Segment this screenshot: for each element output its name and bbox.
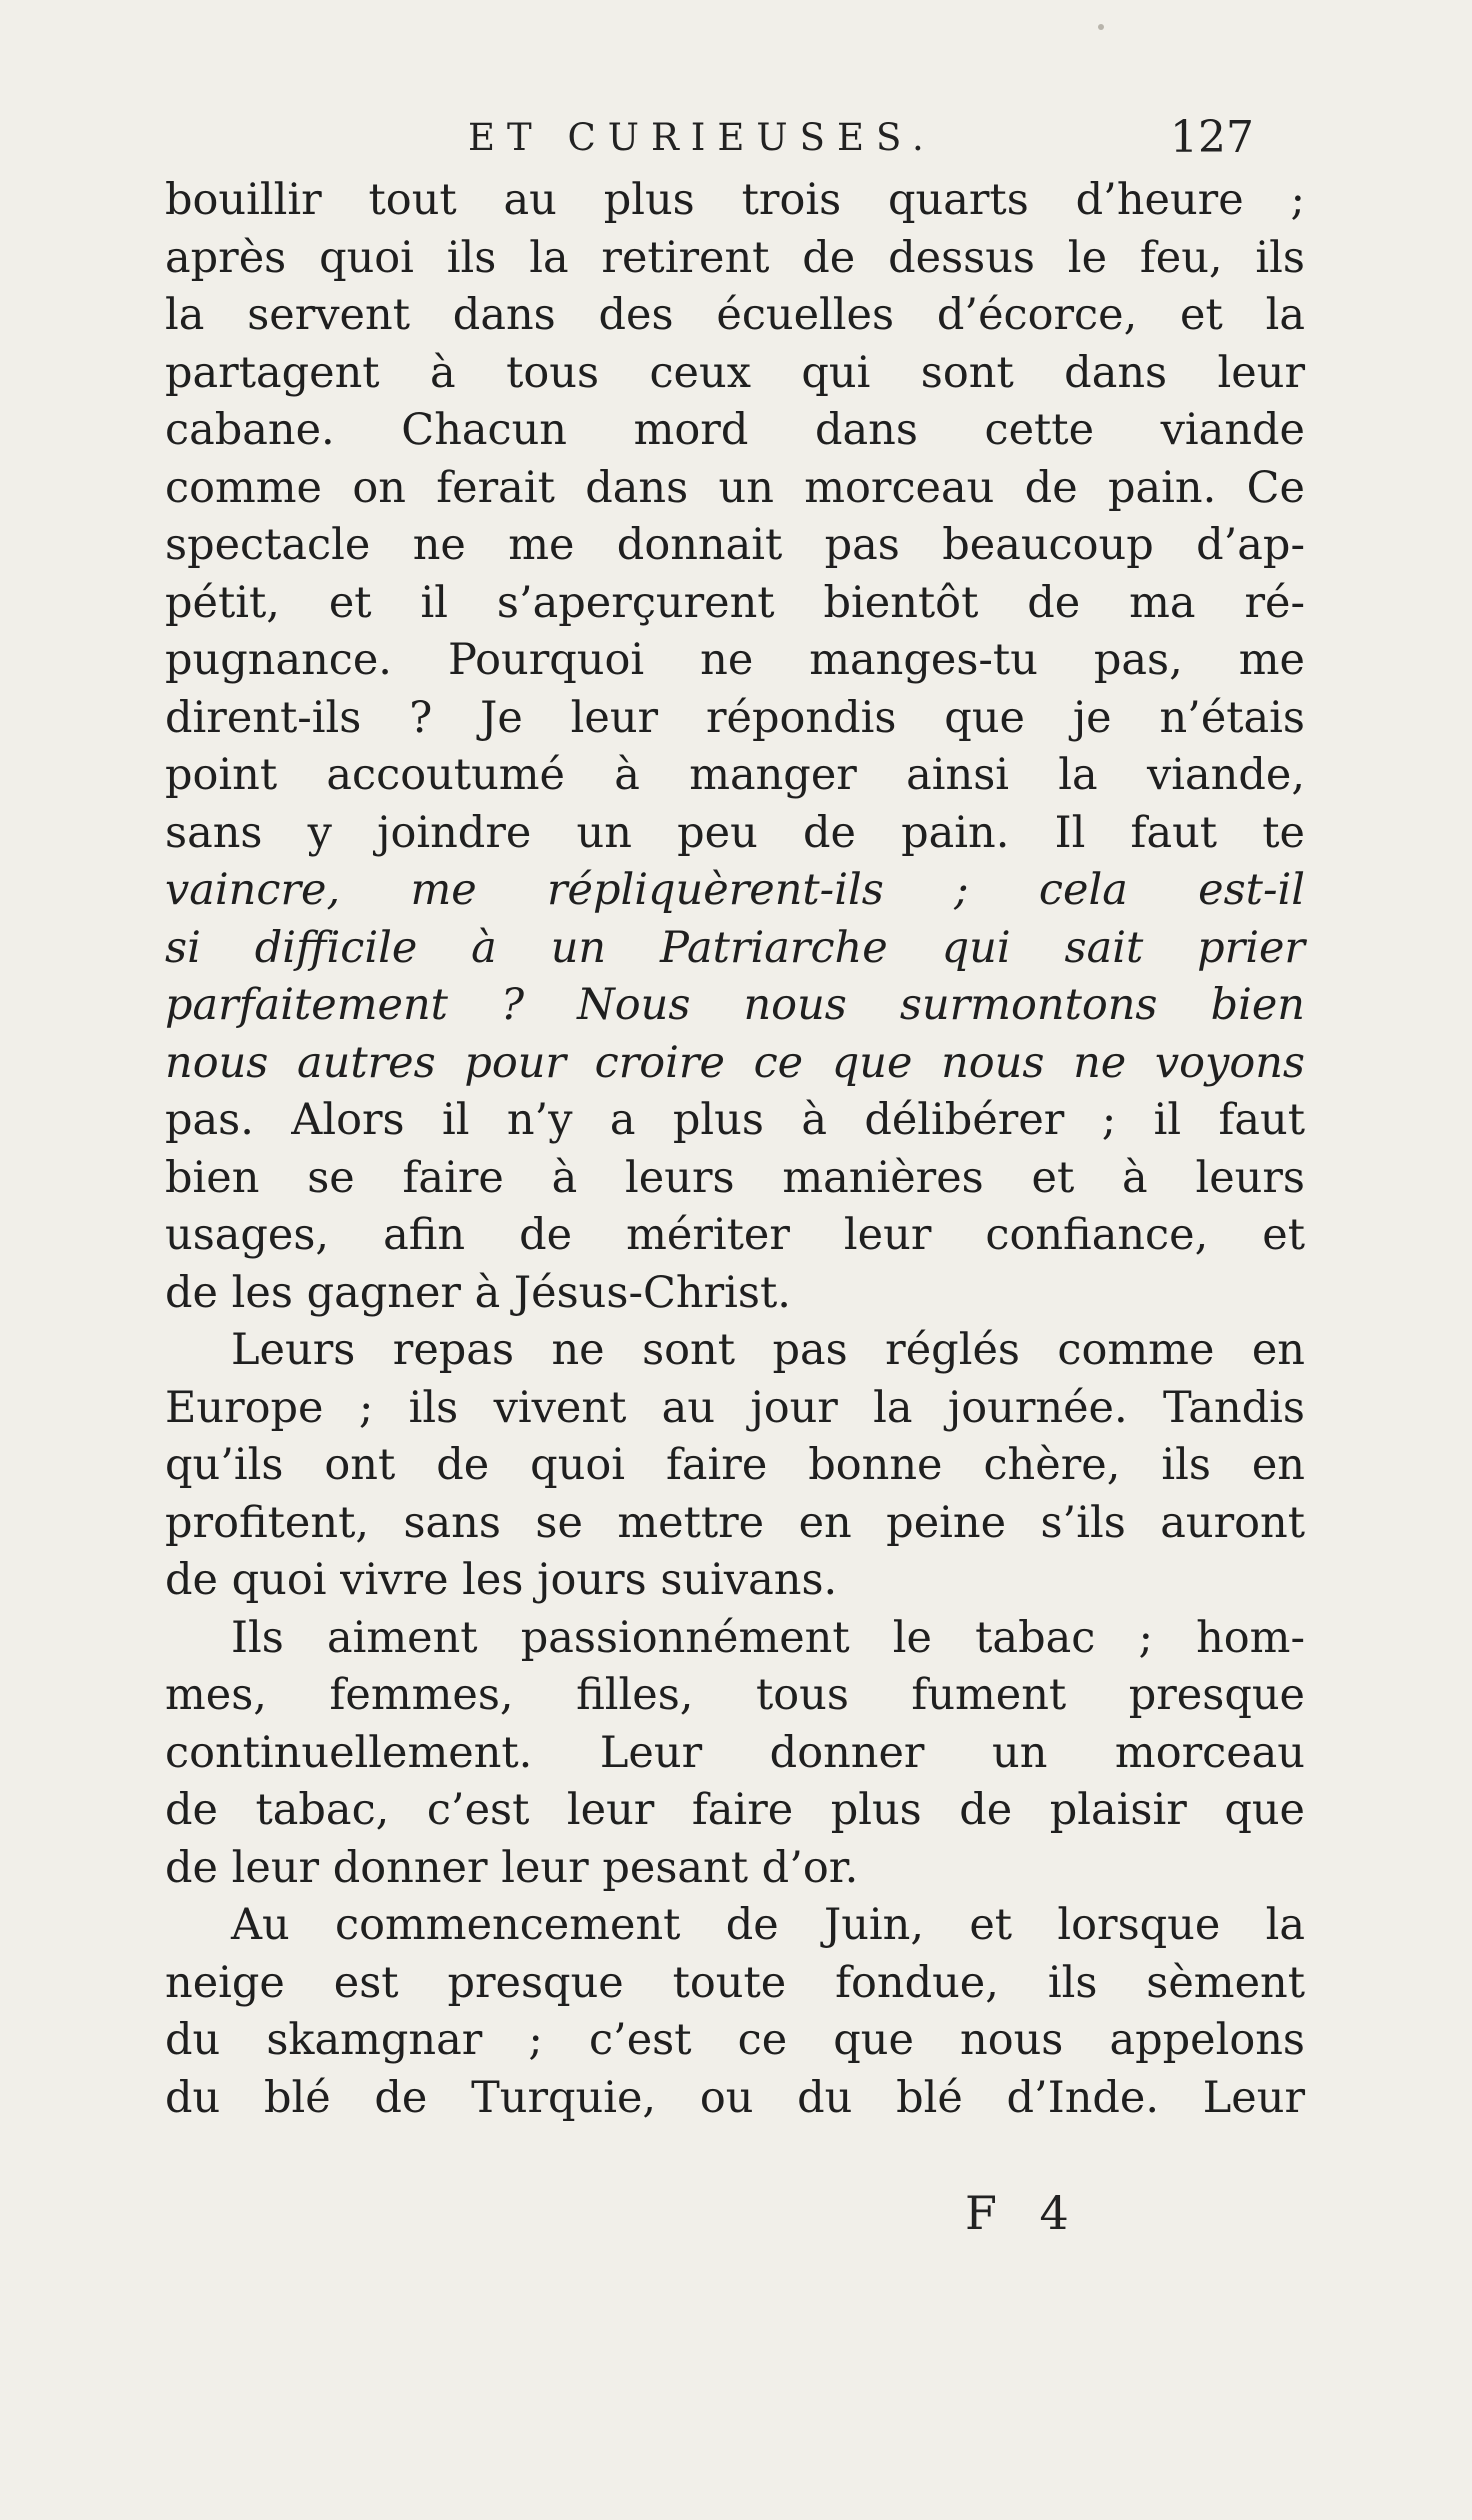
text-line: neige est presque toute fondue, ils sèment [165, 1957, 1305, 2008]
text-line: comme on ferait dans un morceau de pain. Ce [165, 462, 1305, 513]
text-line: de quoi vivre les jours suivans. [165, 1555, 838, 1605]
page-number: 127 [1170, 112, 1254, 163]
text-line: spectacle ne me donnait pas beaucoup d’ap- [165, 520, 1305, 570]
text-line: sans y joindre un peu de pain. Il faut te [165, 807, 1305, 858]
page-header [0, 112, 1472, 172]
text-line: continuellement. Leur donner un morceau [165, 1727, 1305, 1778]
text-line: de tabac, c’est leur faire plus de plaisir que [165, 1785, 1305, 1835]
text-line: bien se faire à leurs manières et à leurs [165, 1152, 1305, 1203]
text-line-italic: si difficile à un Patriarche qui sait prier [165, 922, 1305, 973]
text-line: pugnance. Pourquoi ne manges-tu pas, me [165, 635, 1305, 685]
text-line: qu’ils ont de quoi faire bonne chère, ils en [165, 1440, 1305, 1490]
running-head: ET CURIEUSES. [468, 116, 936, 159]
text-line: cabane. Chacun mord dans cette viande [165, 405, 1305, 455]
text-line: partagent à tous ceux qui sont dans leur [165, 347, 1305, 398]
text-line-italic: nous autres pour croire ce que nous ne voyons [165, 1037, 1305, 1088]
text-line: Ils aiment passionnément le tabac ; hom- [231, 1612, 1305, 1663]
paper-speck [1098, 24, 1104, 30]
text-line: profitent, sans se mettre en peine s’ils auront [165, 1497, 1305, 1548]
text-line: dirent-ils ? Je leur répondis que je n’étais [165, 692, 1305, 743]
text-line: Europe ; ils vivent au jour la journée. Tandis [165, 1382, 1305, 1433]
text-line: la servent dans des écuelles d’écorce, et la [165, 290, 1305, 340]
text-line: usages, afin de mériter leur confiance, et [165, 1210, 1305, 1260]
text-line-italic: vaincre, me répliquèrent-ils ; cela est-il [165, 865, 1305, 915]
text-line: après quoi ils la retirent de dessus le feu, ils [165, 232, 1305, 283]
text-line: du skamgnar ; c’est ce que nous appelons [165, 2015, 1305, 2065]
text-line: Au commencement de Juin, et lorsque la [231, 1900, 1305, 1950]
text-line: mes, femmes, filles, tous fument presque [165, 1670, 1305, 1720]
text-line: pas. Alors il n’y a plus à délibérer ; il faut [165, 1095, 1305, 1145]
text-line: bouillir tout au plus trois quarts d’heure ; [165, 175, 1305, 225]
text-line: de les gagner à Jésus-Christ. [165, 1267, 791, 1318]
text-line: pétit, et il s’aperçurent bientôt de ma ré- [165, 577, 1305, 628]
text-line: point accoutumé à manger ainsi la viande, [165, 750, 1305, 800]
text-line: du blé de Turquie, ou du blé d’Inde. Leur [165, 2072, 1305, 2123]
text-line: de leur donner leur pesant d’or. [165, 1842, 859, 1893]
text-line-italic: parfaitement ? Nous nous surmontons bien [165, 980, 1305, 1030]
signature-mark: F 4 [965, 2186, 1083, 2240]
body-text [165, 172, 1305, 2127]
text-line: Leurs repas ne sont pas réglés comme en [231, 1325, 1305, 1375]
